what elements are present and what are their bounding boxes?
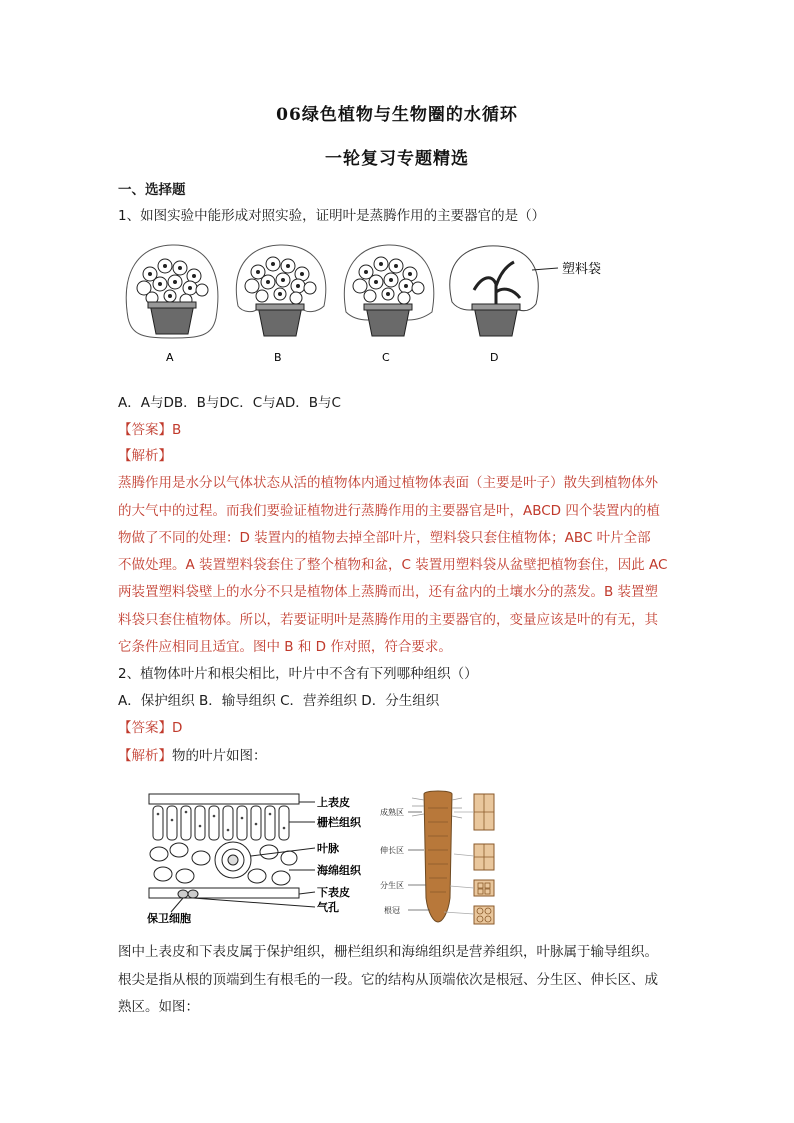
- q2-analysis-line: 熟区。如图：: [118, 999, 199, 1015]
- root-label-cap: 根冠: [384, 906, 400, 915]
- plant-b-figure: [236, 245, 325, 336]
- q1-analysis-line: 蒸腾作用是水分以气体状态从活的植物体内通过植物体表面（主要是叶子）散失到植物体外: [118, 475, 658, 491]
- plant-d-figure: [450, 246, 558, 336]
- root-label-meristem: 分生区: [380, 881, 404, 890]
- q1-analysis-line: 物做了不同的处理：D 装置内的植物去掉全部叶片，塑料袋只套住植物体；ABC 叶片全部: [118, 530, 651, 546]
- answer-tag: 【答案】: [118, 422, 172, 438]
- answer-value: D: [172, 720, 183, 736]
- answer-value: B: [172, 422, 182, 438]
- leaf-label-vein: 叶脉: [317, 842, 339, 855]
- analysis-tag: 【解析】: [118, 748, 172, 764]
- leaf-label-palisade: 栅栏组织: [317, 816, 361, 829]
- q1-stem: 1、如图实验中能形成对照实验，证明叶是蒸腾作用的主要器官的是（）: [118, 208, 546, 224]
- plant-label-d: D: [490, 351, 499, 364]
- q2-analysis-intro: [118, 746, 678, 766]
- root-tip-figure: [378, 788, 508, 928]
- q2-answer: [118, 718, 678, 738]
- section-heading: 一、选择题: [118, 182, 186, 198]
- analysis-intro-text: 物的叶片如图：: [172, 748, 267, 764]
- q2-options: A．保护组织 B．输导组织 C．营养组织 D．分生组织: [118, 693, 440, 709]
- plant-label-c: C: [382, 351, 390, 364]
- leaf-label-lower-epidermis: 下表皮: [317, 886, 350, 899]
- bag-label: 塑料袋: [562, 262, 602, 277]
- answer-tag: 【答案】: [118, 720, 172, 736]
- q1-analysis-tag: 【解析】: [118, 448, 172, 464]
- plant-label-b: B: [274, 351, 282, 364]
- q1-analysis-line: 它条件应相同且适宜。图中 B 和 D 作对照，符合要求。: [118, 639, 452, 655]
- root-label-elongation: 伸长区: [380, 846, 404, 855]
- q1-analysis-line: 的大气中的过程。而我们要验证植物进行蒸腾作用的主要器官是叶，ABCD 四个装置内的植: [118, 503, 660, 519]
- plant-c-figure: [344, 245, 433, 336]
- root-label-maturation: 成熟区: [380, 808, 404, 817]
- page-title: 06绿色植物与生物圈的水循环: [276, 105, 518, 125]
- leaf-label-guard-cell: 保卫细胞: [147, 912, 191, 925]
- q2-stem: 2、植物体叶片和根尖相比，叶片中不含有下列哪种组织（）: [118, 666, 478, 682]
- q1-analysis-line: 料袋只套住植物体。所以，若要证明叶是蒸腾作用的主要器官的，变量应该是叶的有无，其: [118, 612, 658, 628]
- q2-analysis-line: 根尖是指从根的顶端到生有根毛的一段。它的结构从顶端依次是根冠、分生区、伸长区、成: [118, 972, 658, 988]
- q2-analysis-line: 图中上表皮和下表皮属于保护组织，栅栏组织和海绵组织是营养组织，叶脉属于输导组织。: [118, 944, 658, 960]
- plant-label-a: A: [166, 351, 174, 364]
- q1-analysis-line: 不做处理。A 装置塑料袋套住了整个植物和盆，C 装置用塑料袋从盆壁把植物套住，因此 AC: [118, 557, 668, 573]
- page-subtitle: 一轮复习专题精选: [325, 149, 469, 169]
- q1-analysis-line: 两装置塑料袋壁上的水分不只是植物体上蒸腾而出，还有盆内的土壤水分的蒸发。B 装置塑: [118, 584, 659, 600]
- leaf-label-stoma: 气孔: [317, 901, 339, 914]
- leaf-label-upper-epidermis: 上表皮: [317, 796, 350, 809]
- plant-a-figure: [126, 245, 218, 338]
- q1-answer: [118, 420, 678, 440]
- q1-figure: [120, 240, 620, 370]
- leaf-label-spongy: 海绵组织: [317, 864, 361, 877]
- q1-options: A．A与DB．B与DC．C与AD．B与C: [118, 395, 341, 411]
- leaf-section-figure: [145, 790, 365, 925]
